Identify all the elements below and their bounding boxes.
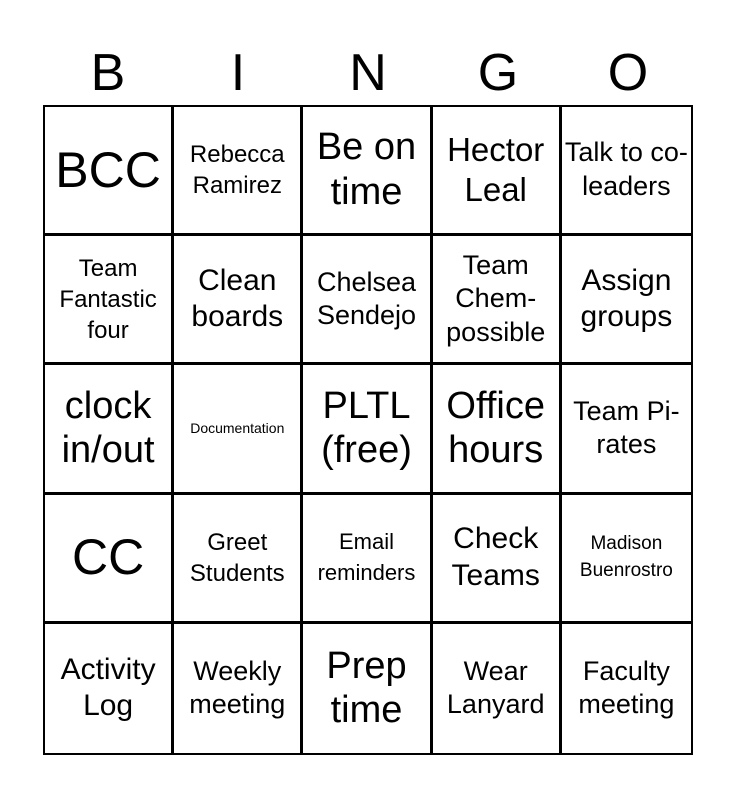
bingo-cell[interactable] (562, 624, 691, 753)
header-letter-b: B (90, 44, 126, 102)
header-letter-n: N (349, 44, 387, 102)
cell-text: BCC (55, 141, 161, 198)
header-letter-g: G (477, 44, 519, 102)
cell-text: Faculty meeting (578, 655, 675, 720)
bingo-header (43, 42, 693, 104)
header-letter-o: O (607, 44, 649, 102)
bingo-cell[interactable] (45, 107, 174, 236)
bingo-cell[interactable] (45, 236, 174, 365)
cell-text: Team Chem-possible (446, 249, 546, 348)
bingo-cell[interactable] (303, 365, 432, 494)
bingo-cell[interactable] (433, 624, 562, 753)
cell-text: Prep time (326, 644, 407, 732)
bingo-cell[interactable] (303, 624, 432, 753)
bingo-cell[interactable] (45, 495, 174, 624)
bingo-cell[interactable] (562, 365, 691, 494)
cell-text: Activity Log (60, 652, 156, 723)
bingo-cell[interactable] (174, 365, 303, 494)
cell-text: Team Pi-rates (573, 395, 680, 460)
bingo-cell[interactable] (174, 236, 303, 365)
cell-text: Hector Leal (447, 130, 545, 209)
cell-text: PLTL (free) (321, 384, 412, 472)
bingo-cell[interactable] (45, 365, 174, 494)
cell-text: Office hours (446, 384, 545, 472)
bingo-cell[interactable] (303, 107, 432, 236)
bingo-cell[interactable] (433, 107, 562, 236)
cell-text: Email reminders (317, 529, 416, 585)
bingo-board (43, 105, 693, 755)
bingo-cell[interactable] (45, 624, 174, 753)
bingo-cell[interactable] (562, 495, 691, 624)
cell-text: Chelsea Sendejo (316, 266, 417, 331)
bingo-cell[interactable] (433, 495, 562, 624)
cell-text: Talk to co-leaders (564, 137, 688, 202)
cell-text: Team Fantastic four (59, 254, 157, 344)
bingo-cell[interactable] (562, 236, 691, 365)
cell-text: Be on time (316, 126, 417, 214)
cell-text: Wear Lanyard (446, 655, 545, 720)
cell-text: Greet Students (189, 528, 285, 587)
cell-text: Clean boards (191, 263, 284, 334)
cell-text: Documentation (190, 419, 285, 436)
bingo-cell[interactable] (174, 624, 303, 753)
bingo-cell[interactable] (303, 236, 432, 365)
cell-text: Rebecca Ramirez (189, 140, 285, 200)
bingo-cell[interactable] (174, 107, 303, 236)
bingo-cell[interactable] (303, 495, 432, 624)
bingo-cell[interactable] (433, 365, 562, 494)
cell-text: Assign groups (580, 263, 673, 334)
cell-text: Weekly meeting (189, 655, 286, 720)
cell-text: clock in/out (61, 384, 155, 472)
bingo-cell[interactable] (174, 495, 303, 624)
cell-text: Check Teams (451, 522, 540, 592)
cell-text: CC (71, 529, 145, 586)
bingo-cell[interactable] (562, 107, 691, 236)
cell-text: Madison Buenrostro (579, 533, 673, 581)
bingo-cell[interactable] (433, 236, 562, 365)
header-letter-i: I (230, 44, 246, 102)
